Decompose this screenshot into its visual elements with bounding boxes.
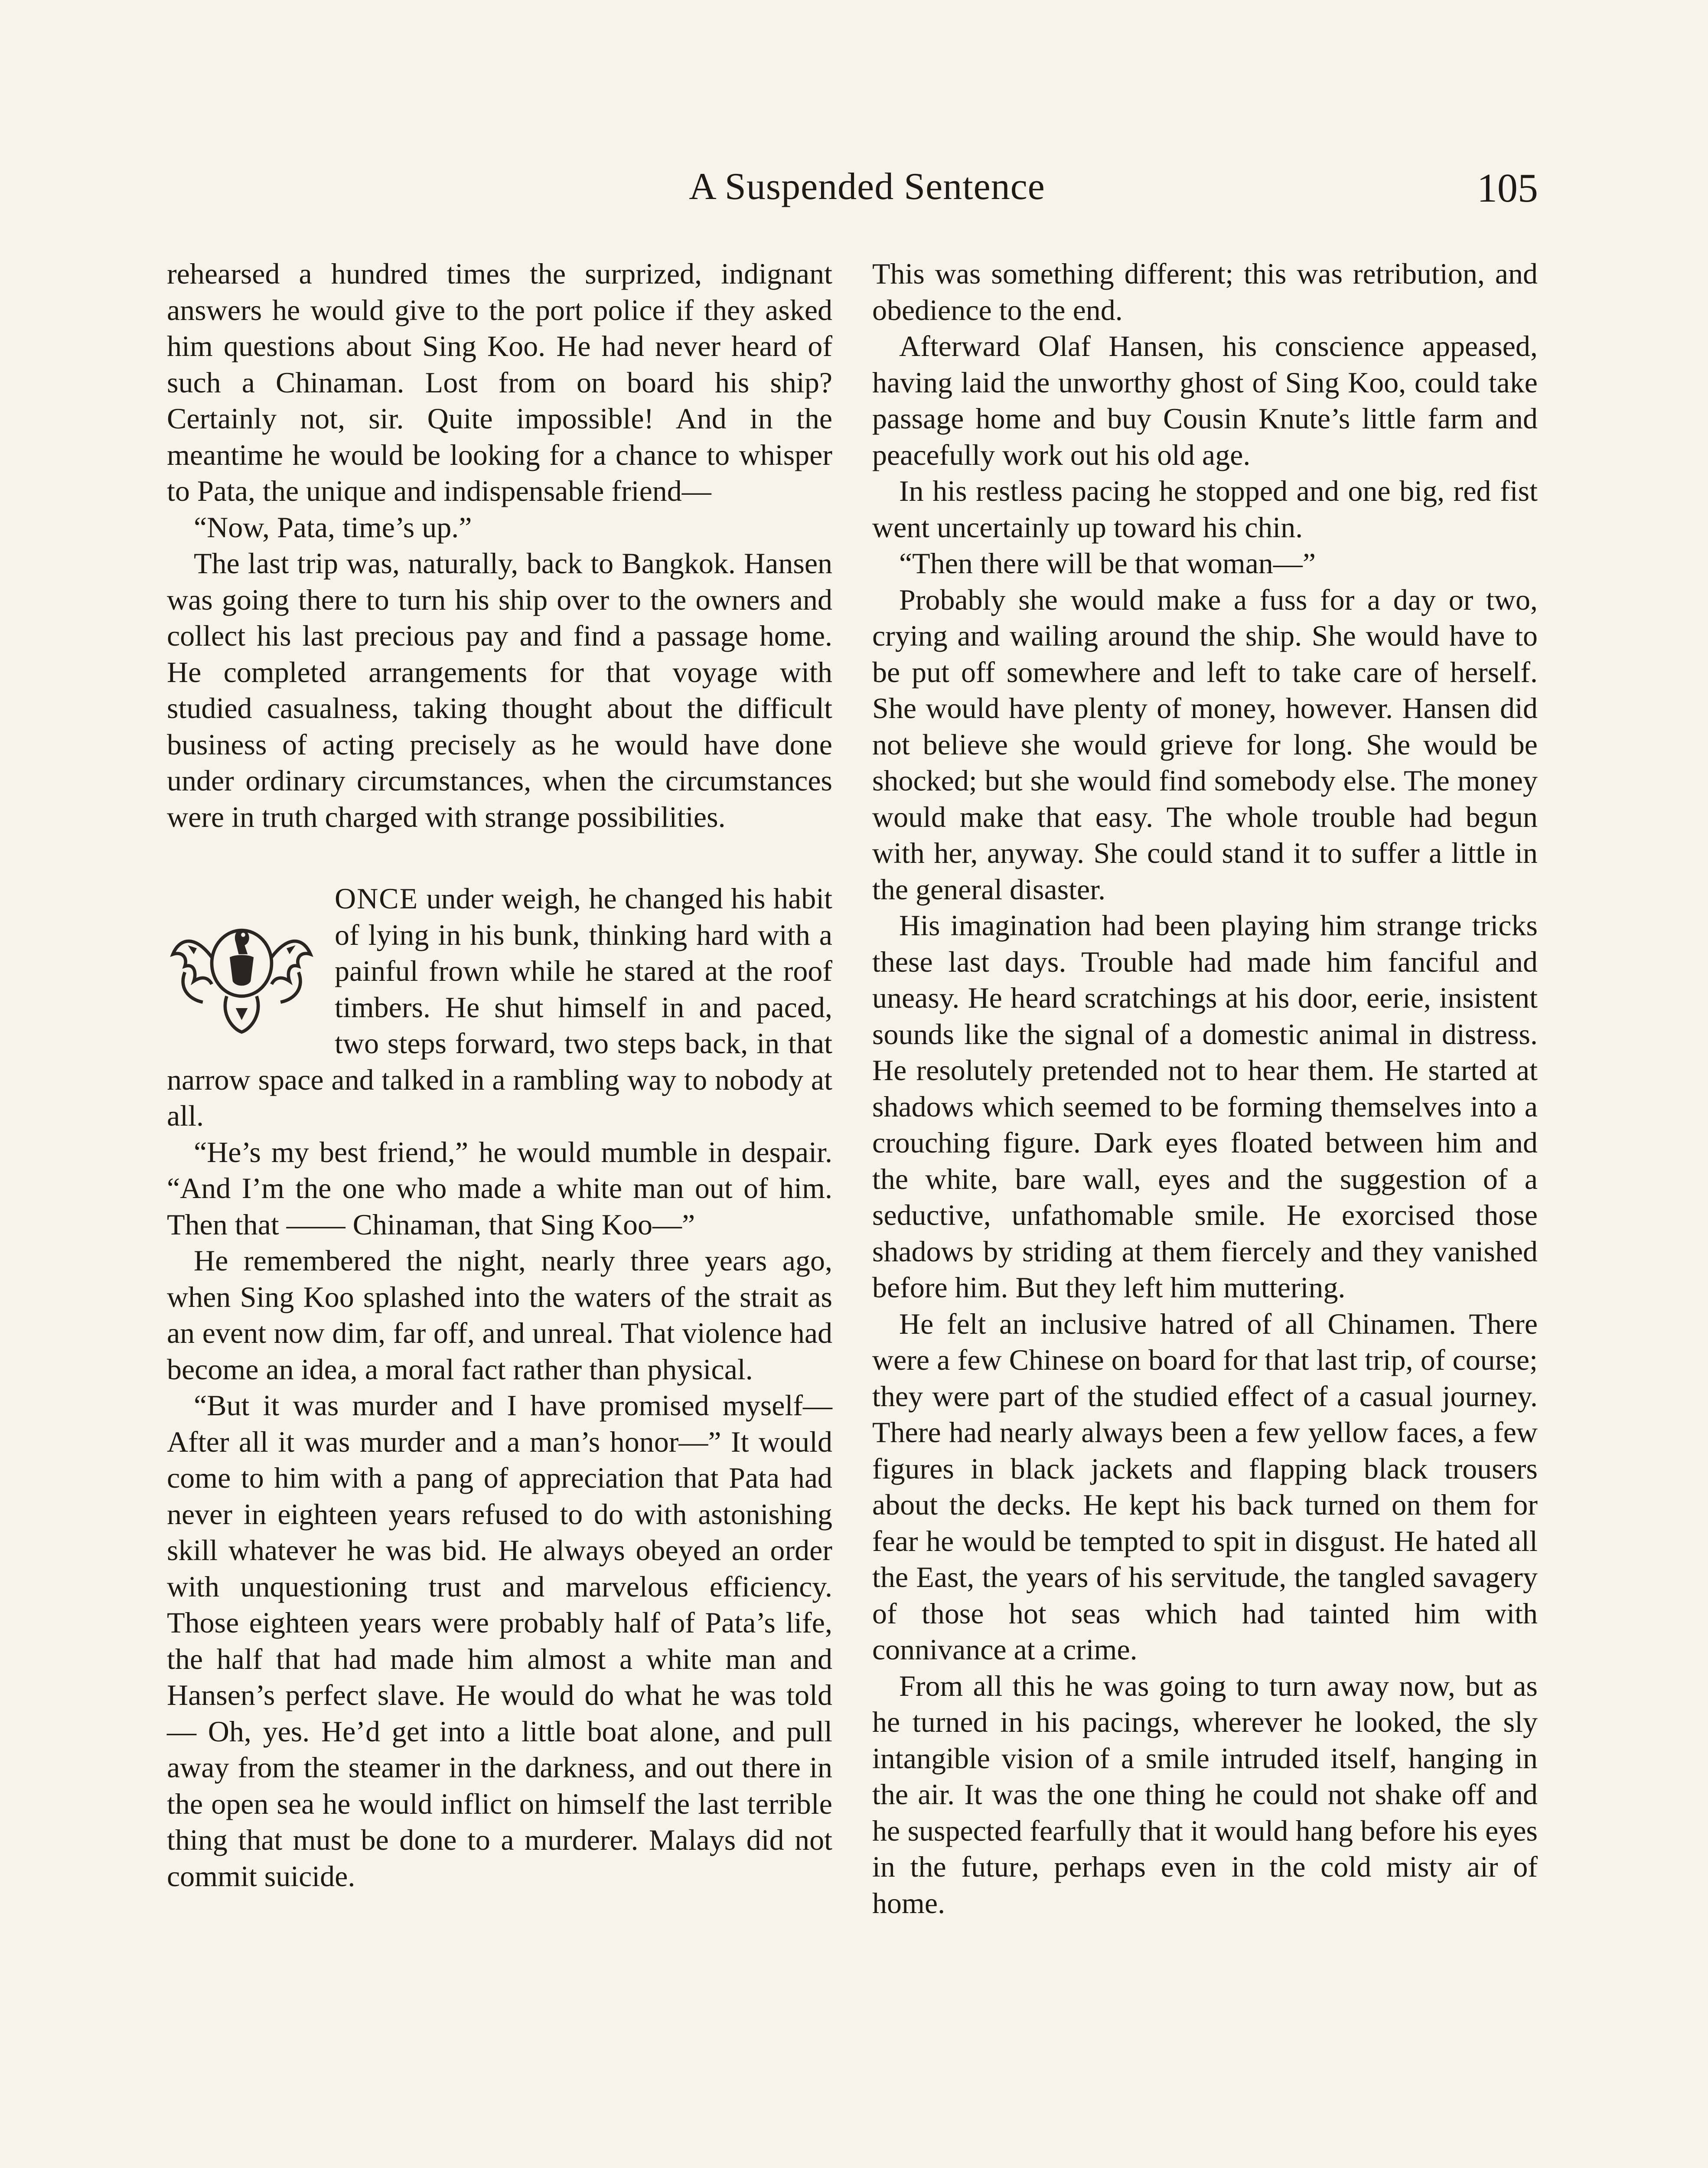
paragraph: “Then there will be that woman—” <box>899 547 1316 580</box>
paragraph: He felt an inclusive hatred of all Chinamen. There were a few Chinese on board for that last trip, of course; they were part of the studied effect of a casual journey. There had nearly always been a few yellow faces, a few figures in black jackets and flapping black trousers about the decks. He kept his back turned on them for fear he would be tempted to spit in disgust. He hated all the East, the years of his servitude, the tangled savagery of those hot seas which had tainted him with connivance at a crime. <box>872 1307 1538 1666</box>
winged-emblem-icon <box>167 888 316 1038</box>
paragraph: This was something different; this was retribution, and obedience to the end. <box>872 257 1538 327</box>
running-title: A Suspended Sentence <box>689 166 1045 208</box>
paragraph: Afterward Olaf Hansen, his conscience appeased, having laid the unworthy ghost of Sing Koo, could take passage home and buy Cousin Knute’s little farm and peacefully work out his old age. <box>872 330 1538 471</box>
paragraph: In his restless pacing he stopped and one big, red fist went uncertainly up toward his chin. <box>872 474 1538 544</box>
paragraph: The last trip was, naturally, back to Bangkok. Hansen was going there to turn his ship over to the owners and collect his last precious pay and find a passage home. He completed arrangements for that voyage with studied casualness, taking thought about the difficult business of acting precisely as he would have done under ordinary circumstances, when the circumstances were in truth charged with strange possibilities. <box>167 547 832 833</box>
paragraph: His imagination had been playing him strange tricks these last days. Trouble had made him fanciful and uneasy. He heard scratchings at his door, eerie, insistent sounds like the signal of a domestic animal in distress. He resolutely pretended not to hear them. He started at shadows which seemed to be forming themselves into a crouching figure. Dark eyes floated between him and the white, bare wall, eyes and the suggestion of a seductive, unfathomable smile. He exorcised those shadows by striding at them fiercely and they vanished before him. But they left him muttering. <box>872 909 1538 1304</box>
paragraph: “Now, Pata, time’s up.” <box>194 510 472 544</box>
paragraph-text: under weigh, he changed his habit of lying in his bunk, thinking hard with a painful frown while he stared at the roof timbers. He shut himself in and paced, two steps forward, two steps back, in that narrow space and talked in a rambling way to nobody at all. <box>167 882 832 1132</box>
paragraph: He remembered the night, nearly three years ago, when Sing Koo splashed into the waters of the strait as an event now dim, far off, and unreal. That violence had become an idea, a moral fact rather than physical. <box>167 1244 832 1386</box>
page-number: 105 <box>1477 166 1538 211</box>
paragraph: “He’s my best friend,” he would mumble in despair. “And I’m the one who made a white man out of him. Then that —— Chinaman, that Sing Koo—” <box>167 1135 832 1241</box>
section-lead-word: ONCE <box>335 882 419 915</box>
left-column <box>167 256 832 1894</box>
paragraph: Probably she would make a fuss for a day or two, crying and wailing around the ship. She would have to be put off somewhere and left to take care of herself. She would have plenty of money, however. Hansen did not believe she would grieve for long. She would be shocked; but she would find somebody else. The money would make that easy. The whole trouble had begun with her, anyway. She could stand it to suffer a little in the general disaster. <box>872 583 1538 906</box>
paragraph: rehearsed a hundred times the surprized, indignant answers he would give to the port police if they asked him questions about Sing Koo. He had never heard of such a Chinaman. Lost from on board his ship? Certainly not, sir. Quite impossible! And in the meantime he would be looking for a chance to whisper to Pata, the unique and indispensable friend— <box>167 257 832 507</box>
paragraph: From all this he was going to turn away now, but as he turned in his pacings, wherever he looked, the sly intangible vision of a smile intruded itself, hanging in the air. It was the one thing he could not shake off and he suspected fearfully that it would hang before his eyes in the future, perhaps even in the cold misty air of home. <box>872 1669 1538 1920</box>
paragraph: “But it was murder and I have promised myself— After all it was murder and a man’s honor—” It would come to him with a pang of appreciation that Pata had never in eighteen years refused to do with astonishing skill whatever he was bid. He always obeyed an order with unquestioning trust and marvelous efficiency. Those eighteen years were probably half of Pata’s life, the half that had made him almost a white man and Hansen’s perfect slave. He would do what he was told— Oh, yes. He’d get into a little boat alone, and pull away from the steamer in the darkness, and out there in the open sea he would inflict on himself the last terrible thing that must be done to a murderer. Malays did not commit suicide. <box>167 1389 832 1893</box>
section-break <box>167 835 832 881</box>
section-opening-paragraph <box>167 881 832 1134</box>
right-column <box>872 256 1538 1921</box>
